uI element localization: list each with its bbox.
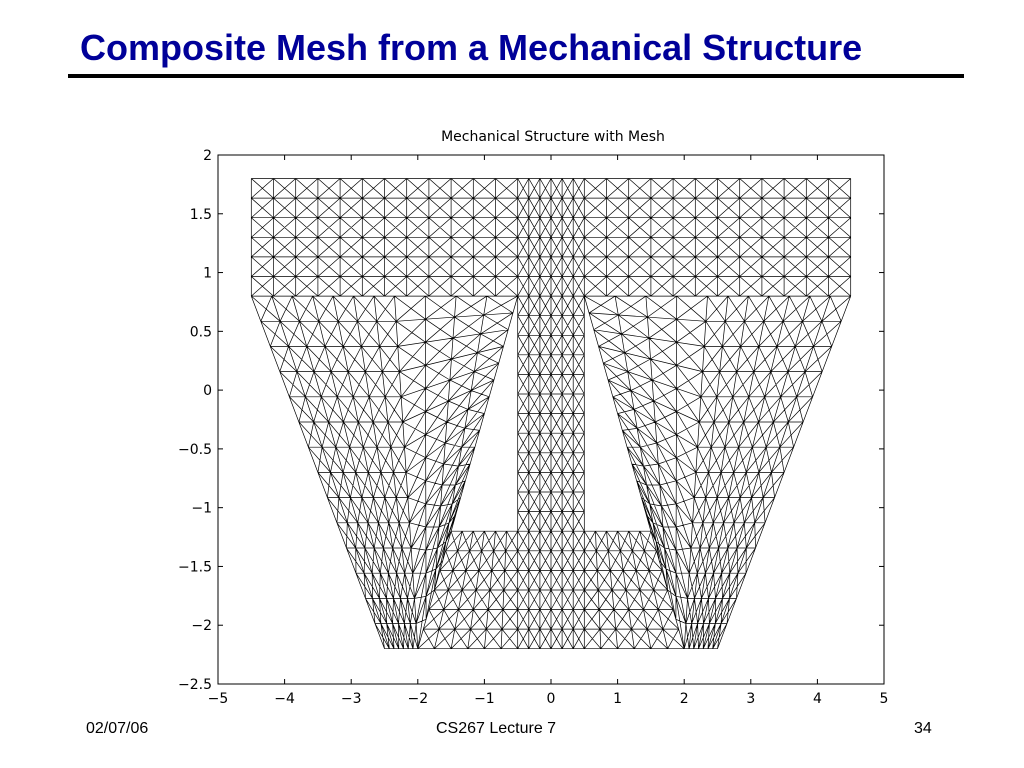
- page-number: 34: [914, 720, 932, 737]
- y-tick-label: −1.5: [178, 559, 212, 576]
- y-axis: [178, 148, 884, 693]
- x-tick-label: 2: [679, 691, 689, 707]
- x-tick-label: 0: [546, 691, 556, 707]
- x-tick-label: −4: [274, 691, 295, 707]
- y-tick-label: 0.5: [189, 324, 212, 341]
- y-tick-label: 0: [203, 383, 212, 400]
- y-tick-label: −0.5: [178, 441, 212, 458]
- figure-title: Mechanical Structure with Mesh: [441, 129, 665, 145]
- y-tick-label: 1: [203, 265, 212, 282]
- y-tick-label: −1: [191, 500, 212, 517]
- y-tick-label: −2: [191, 618, 212, 635]
- x-tick-label: 5: [879, 691, 889, 707]
- y-tick-label: −2.5: [178, 677, 212, 693]
- x-tick-label: −2: [407, 691, 429, 707]
- footer-date: 02/07/06: [86, 720, 149, 737]
- mesh: [251, 179, 850, 649]
- mesh-lines: [251, 179, 850, 649]
- x-tick-label: −5: [207, 691, 229, 707]
- x-tick-label: 3: [746, 691, 756, 707]
- x-tick-label: 1: [613, 691, 623, 707]
- y-tick-label: 2: [203, 148, 212, 164]
- slide-title: Composite Mesh from a Mechanical Structure: [80, 27, 863, 68]
- x-tick-label: 4: [812, 691, 822, 707]
- footer-course: CS267 Lecture 7: [436, 720, 557, 737]
- y-tick-label: 1.5: [189, 206, 212, 223]
- x-tick-label: −3: [340, 691, 362, 707]
- x-tick-label: −1: [474, 691, 495, 707]
